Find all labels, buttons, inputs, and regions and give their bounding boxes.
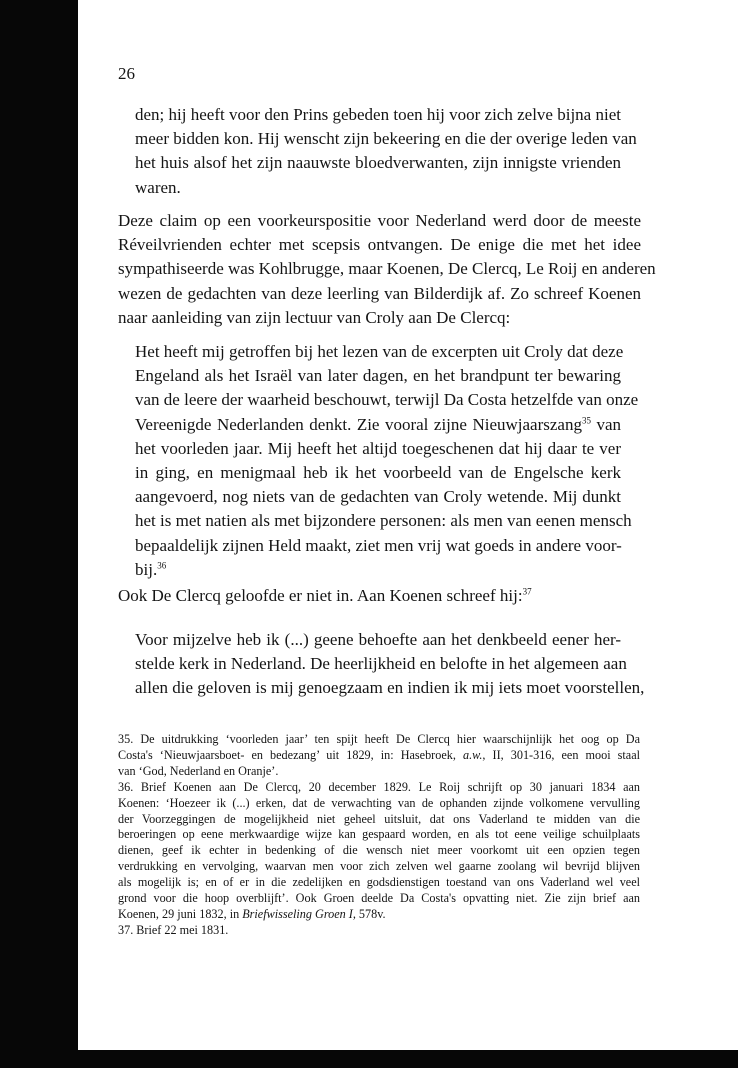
text-line: meer bidden kon. Hij wenscht zijn bekeering en die der overige leden van	[135, 129, 637, 149]
text-line: stelde kerk in Nederland. De heerlijkheid en belofte in het algemeen aan	[135, 654, 627, 674]
text-line: Voor mijzelve heb ik (...) geene behoefte aan het denkbeeld eener her-	[135, 630, 621, 649]
footnote-36-line: verdrukking en vervolging, waarvan men voor zich zelven wel gaarne zoolang wil bevrijd blijven	[118, 859, 640, 874]
body-paragraph-2	[118, 584, 641, 608]
text-line: van de leere der waarheid beschouwt, terwijl Da Costa hetzelfde van onze	[135, 390, 639, 410]
footnote-ref-35[interactable]: 35	[581, 414, 591, 425]
footnote-36-line: als mogelijk is; en of er in die zedelijken en godsdienstigen toestand van ons Vaderland wel veel	[118, 875, 640, 890]
book-title: Briefwisseling Groen I,	[242, 906, 356, 921]
text-line: Deze claim op een voorkeurspositie voor Nederland werd door de meeste	[118, 211, 641, 230]
text-line	[118, 584, 641, 608]
text-line: Het heeft mij getroffen bij het lezen van de excerpten uit Croly dat deze	[135, 342, 624, 361]
text-line: sympathiseerde was Kohlbrugge, maar Koenen, De Clercq, Le Roij en anderen	[118, 259, 656, 279]
block-quote-koenen	[135, 340, 639, 582]
text-fragment: Ook De Clercq geloofde er niet in. Aan Koenen schreef hij:	[118, 586, 523, 605]
footnote-35-line: 35. De uitdrukking ‘voorleden jaar’ ten spijt heeft De Clercq hier waarschijnlijk het oog op Da	[118, 732, 640, 746]
text-fragment: Koenen, 29 juni 1832, in	[118, 906, 243, 921]
text-fragment: Vereenigde Nederlanden denkt. Zie vooral zijne Nieuwjaarszang	[135, 414, 582, 434]
footnote-35-line: van ‘God, Nederland en Oranje’.	[118, 763, 279, 778]
text-line	[135, 558, 621, 582]
footnote-36-line: der Voorzeggingen de mogelijkheid niet geheel uitsluit, dat ons Vaderland te midden van die	[118, 811, 640, 826]
text-fragment: Costa's ‘Nieuwjaarsboet- en bedezang’ uit 1829, in: Hasebroek,	[118, 747, 463, 762]
block-quote-continued	[135, 103, 637, 200]
footnotes	[118, 732, 640, 939]
scan-border-bottom	[0, 1050, 738, 1068]
body-paragraph	[118, 209, 656, 330]
block-quote-de-clercq	[135, 628, 645, 701]
text-line: het is met natien als met bijzondere personen: als men van eenen mensch	[135, 511, 632, 531]
text-line	[135, 413, 621, 437]
abbreviation: a.w.	[462, 747, 483, 762]
text-line: den; hij heeft voor den Prins gebeden toen hij voor zich zelve bijna niet	[135, 105, 621, 124]
footnote-37-line: 37. Brief 22 mei 1831.	[118, 922, 229, 937]
text-line: aangevoerd, nog niets van de gedachten van Croly wetende. Mij dunkt	[135, 487, 621, 507]
text-line: het huis alsof het zijn naauwste bloedverwanten, zijn innigste vrienden	[135, 153, 621, 173]
text-fragment: bij.	[135, 559, 158, 579]
text-line: Engeland als het Israël van later dagen, en het brandpunt ter bewaring	[135, 366, 621, 386]
text-line: het voorleden jaar. Mij heeft het altijd toegeschenen dat hij daar te ver	[135, 438, 621, 458]
text-line: naar aanleiding van zijn lectuur van Croly aan De Clercq:	[118, 307, 511, 327]
text-fragment: , II, 301-316, een mooi staal	[482, 747, 640, 762]
text-line: in ging, en menigmaal heb ik het voorbeeld van de Engelsche kerk	[135, 463, 621, 483]
footnote-36-line: beroeringen op eene merkwaardige wijze kan gespaard worden, en als tot eene veilige schuilplaats	[118, 827, 640, 842]
text-fragment: van	[590, 414, 621, 434]
text-fragment: 578v.	[355, 906, 386, 921]
text-line: waren.	[135, 177, 181, 197]
text-line: allen die geloven is mij genoegzaam en indien ik mij iets moet voorstellen,	[135, 678, 645, 698]
footnote-36-line: grond voor die hoop overblijft’. Ook Groen deelde Da Costa's opvatting niet. Zie zijn brief aan	[118, 891, 640, 906]
text-line: bepaaldelijk zijnen Held maakt, ziet men vrij wat goeds in andere voor-	[135, 535, 622, 555]
text-line: Réveilvrienden echter met scepsis ontvangen. De enige die met het idee	[118, 235, 641, 255]
footnote-36-line: dienen, geef ik echter in bedenking of die wensch niet meer voorkomt uit een opzien tegen	[118, 843, 640, 858]
footnote-36-line: Koenen: ‘Hoezeer ik (...) erken, dat de verwachting van de ophanden zijnde volkomene vervulling	[118, 795, 640, 810]
footnote-ref-37[interactable]: 37	[522, 586, 532, 597]
footnote-ref-36[interactable]: 36	[157, 560, 167, 571]
text-line: wezen de gedachten van deze leerling van Bilderdijk af. Zo schreef Koenen	[118, 283, 641, 303]
scan-border-left	[0, 0, 78, 1068]
footnote-36-line	[118, 907, 640, 923]
page-number: 26	[118, 64, 135, 83]
footnote-35-line	[118, 748, 640, 764]
footnote-36-line: 36. Brief Koenen aan De Clercq, 20 december 1829. Le Roij schrijft op 30 januari 1834 aan	[118, 779, 640, 794]
